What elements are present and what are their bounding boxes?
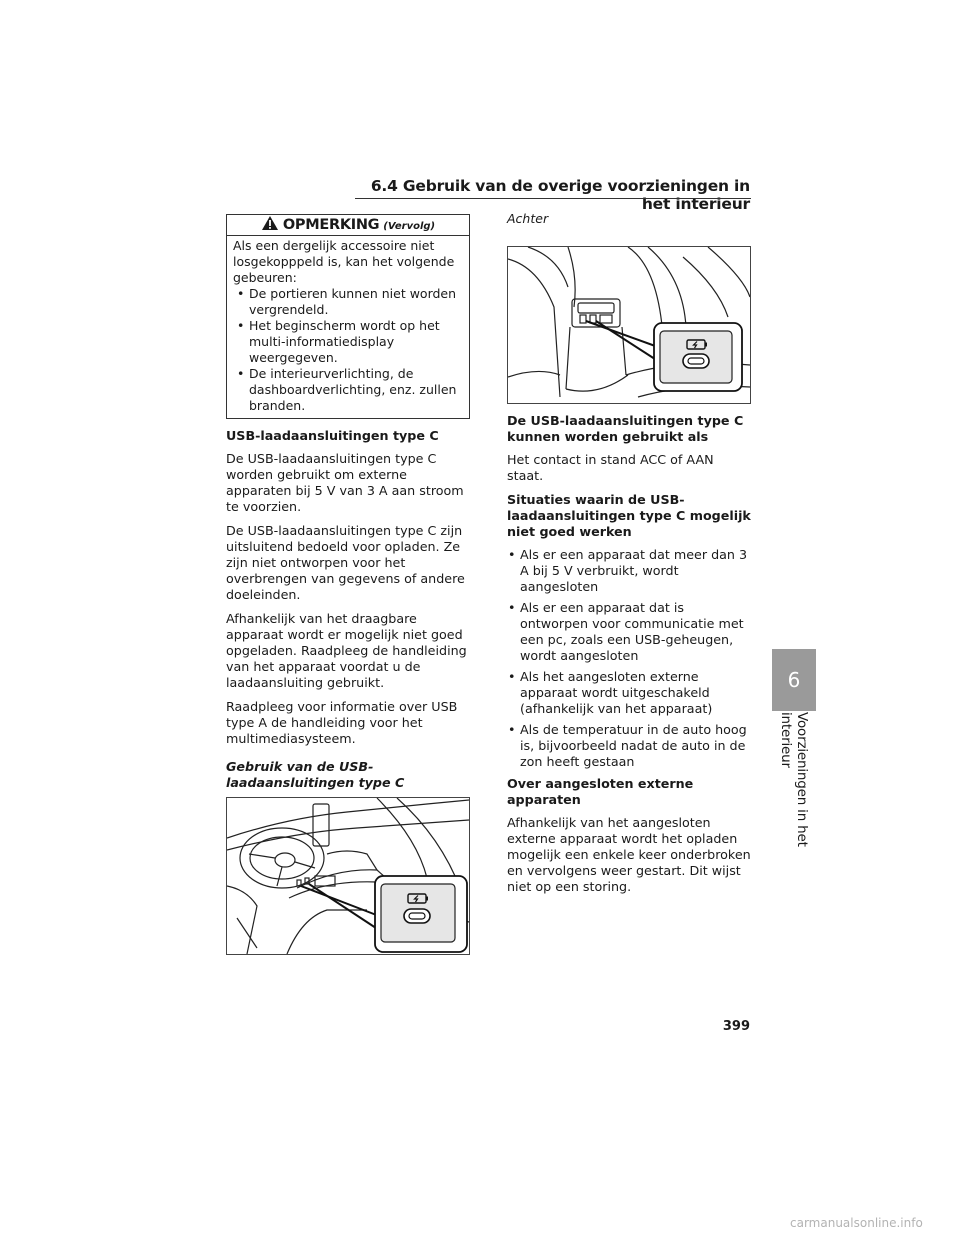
usable-paragraph: Het contact in stand ACC of AAN staat. <box>507 452 714 483</box>
note-header <box>227 215 469 236</box>
note-item: • De portieren kunnen niet worden vergrendeld. <box>233 286 463 318</box>
chapter-title-vertical: Voorzieningen in het interieur <box>778 712 810 847</box>
malfunction-list <box>507 547 751 770</box>
chapter-number-tab: 6 <box>772 649 816 711</box>
list-item: • Als de temperatuur in de auto hoog is, bijvoorbeeld nadat de auto in de zon heeft gestaan <box>507 722 751 770</box>
usb-paragraph-3: Afhankelijk van het draagbare apparaat wordt er mogelijk niet goed opgeladen. Raadpleeg de handleiding van het apparaat voordat u de laadaansluiting gebruikt. <box>226 611 467 690</box>
location-label-achter: Achter <box>507 211 549 226</box>
external-devices-paragraph: Afhankelijk van het aangesloten externe apparaat wordt het opladen mogelijk een enkele keer onderbroken en vervolgens weer gestart. Dit wijst niet op een storing. <box>507 815 751 894</box>
header-rule <box>355 198 751 199</box>
note-title: OPMERKING <box>282 217 380 233</box>
usb-paragraph-1: De USB-laadaansluitingen type C worden gebruikt om externe apparaten bij 5 V van 3 A aan stroom te voorzien. <box>226 451 464 514</box>
usage-subheading: Gebruik van de USB-laadaansluitingen type C <box>226 759 405 790</box>
section-title: 6.4 Gebruik van de overige voorzieningen in het interieur <box>370 177 750 213</box>
usb-paragraph-4: Raadpleeg voor informatie over USB type A de handleiding voor het multimediasysteem. <box>226 699 458 746</box>
malfunction-heading: Situaties waarin de USB-laadaansluitingen type C mogelijk niet goed werken <box>507 492 751 539</box>
external-devices-heading: Over aangesloten externe apparaten <box>507 776 694 807</box>
list-item: • Als het aangesloten externe apparaat wordt uitgeschakeld (afhankelijk van het apparaat) <box>507 669 751 717</box>
note-intro: Als een dergelijk accessoire niet losgekopppeld is, kan het volgende gebeuren: <box>233 238 455 285</box>
rear-console-illustration <box>507 246 751 404</box>
page-number: 399 <box>722 1019 750 1034</box>
center-console-illustration <box>226 797 470 955</box>
warning-triangle-icon <box>261 215 279 235</box>
list-item: • Als er een apparaat dat is ontworpen voor communicatie met een pc, zoals een USB-geheugen, wordt aangesloten <box>507 600 751 664</box>
note-subtitle: (Vervolg) <box>383 221 436 232</box>
note-item: • De interieurverlichting, de dashboardverlichting, enz. zullen branden. <box>233 366 463 414</box>
note-body <box>227 236 469 414</box>
usb-paragraph-2: De USB-laadaansluitingen type C zijn uitsluitend bedoeld voor opladen. Ze zijn niet ontworpen voor het overbrengen van gegevens of andere doeleinden. <box>226 523 465 602</box>
right-column <box>507 413 751 903</box>
list-item: • Als er een apparaat dat meer dan 3 A bij 5 V verbruikt, wordt aangesloten <box>507 547 751 595</box>
note-box <box>226 214 470 419</box>
watermark: carmanualsonline.info <box>790 1216 923 1230</box>
usb-heading: USB-laadaansluitingen type C <box>226 428 439 443</box>
left-column <box>226 428 470 822</box>
usable-heading: De USB-laadaansluitingen type C kunnen worden gebruikt als <box>507 413 744 444</box>
note-list <box>233 286 463 414</box>
note-item: • Het beginscherm wordt op het multi-informatiedisplay weergegeven. <box>233 318 463 366</box>
